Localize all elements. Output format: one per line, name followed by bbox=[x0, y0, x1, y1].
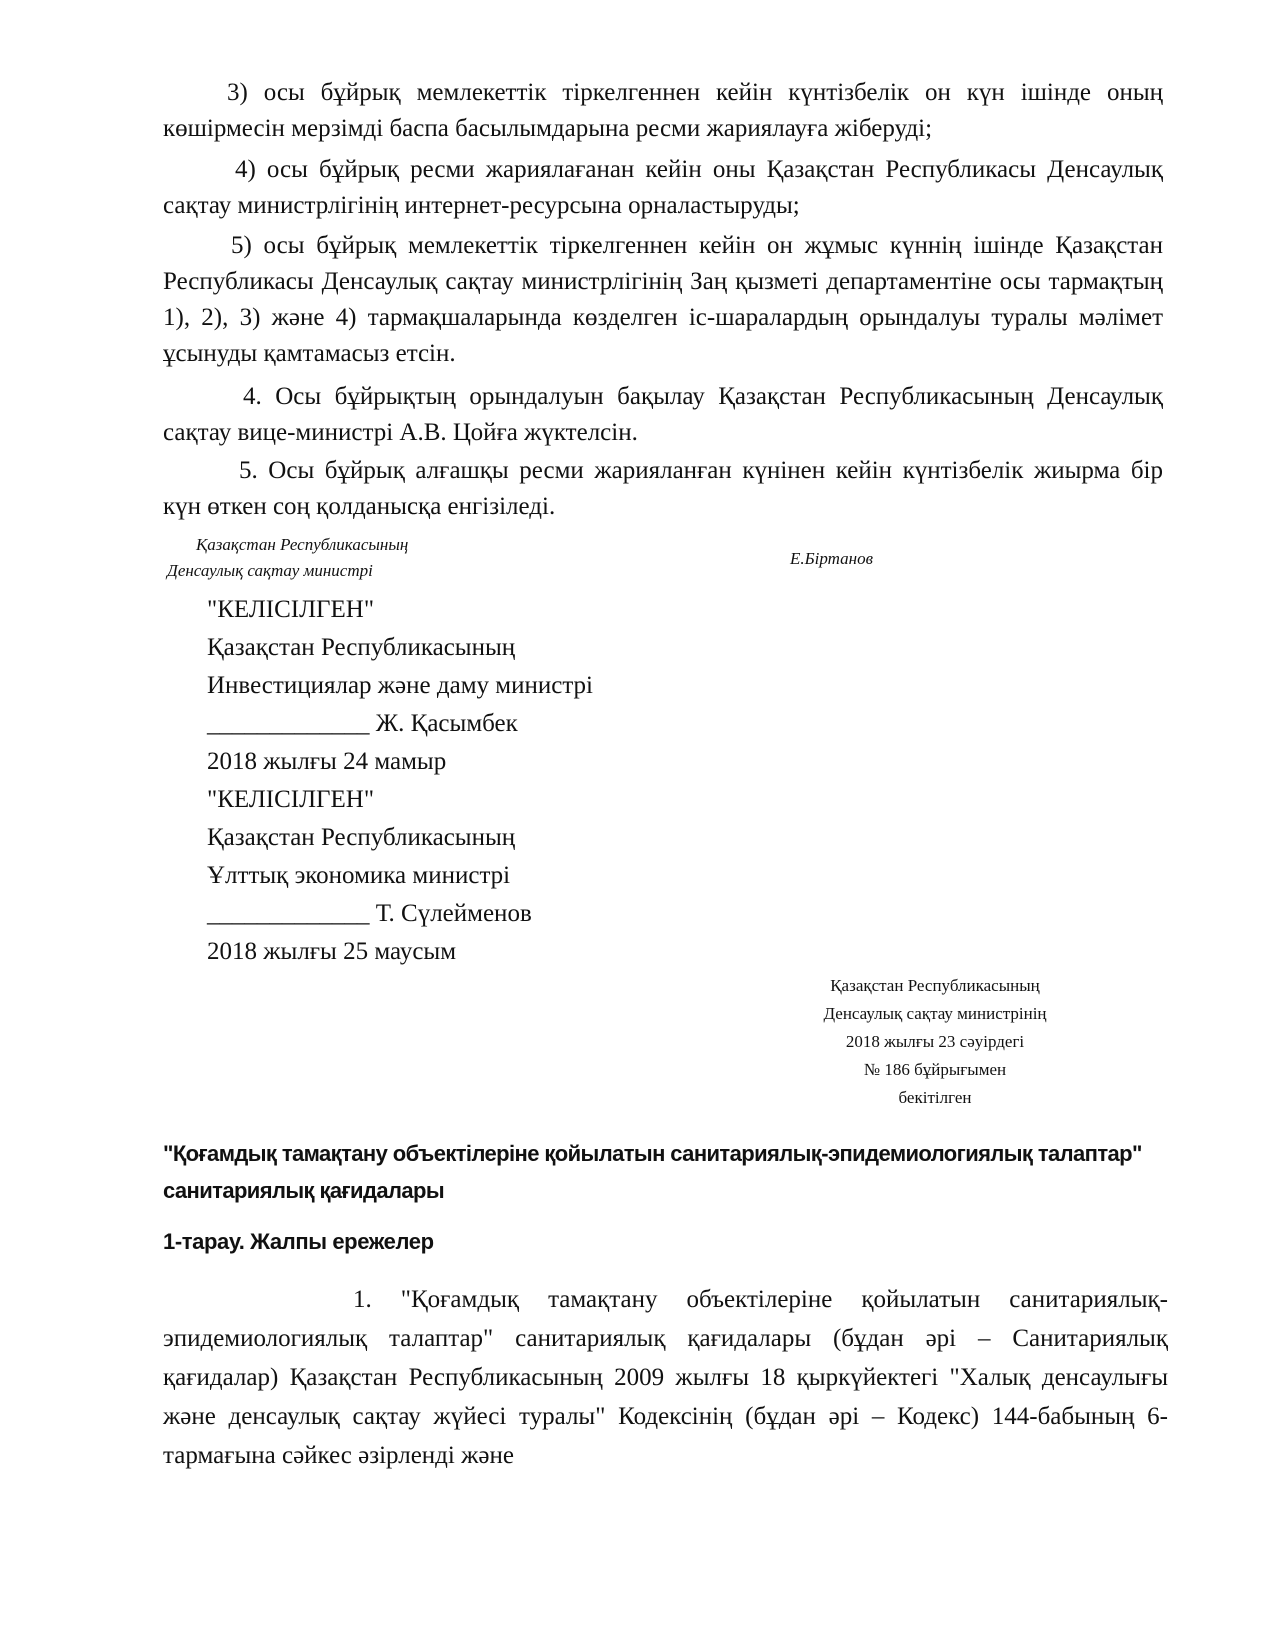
agreement-position: Ұлттық экономика министрі bbox=[207, 862, 511, 889]
agreement-date: 2018 жылғы 25 маусым bbox=[207, 938, 457, 965]
agreement-position: Инвестициялар және даму министрі bbox=[207, 672, 593, 699]
agreement-header: "КЕЛІСІЛГЕН" bbox=[207, 596, 375, 623]
paragraph-sub-item-3: 3) осы бұйрық мемлекеттік тіркелгеннен кейін күнтізбелік он күн ішінде оның көшірмесін мерзімді баспа басылымдарына ресми жариялауға жіберуді; bbox=[163, 79, 1163, 142]
approval-line: № 186 бұйрығымен bbox=[863, 1060, 1007, 1079]
paragraph-sub-item-4: 4) осы бұйрық ресми жариялағанан кейін оны Қазақстан Республикасы Денсаулық сақтау министрлігінің интернет-ресурсына орналастыруды; bbox=[163, 156, 1163, 219]
rules-title: "Қоғамдық тамақтану объектілеріне қойылатын санитариялық-эпидемиологиялық талаптар" санитариялық қағидалары bbox=[163, 1141, 1142, 1203]
signature-org: Қазақстан Республикасының bbox=[196, 535, 409, 554]
approval-stamp-block bbox=[765, 972, 1105, 1112]
approval-line: Денсаулық сақтау министрінің bbox=[823, 1004, 1047, 1023]
paragraph-sub-item-5: 5) осы бұйрық мемлекеттік тіркелгеннен кейін он жұмыс күннің ішінде Қазақстан Республикасы Денсаулық сақтау министрлігінің Заң қызметі департаментіне осы тармақтың 1), 2), 3) және 4) тармақшаларында көзделген іс-шаралардың орындалуы туралы мәлімет ұсынуды қамтамасыз етсін. bbox=[163, 232, 1163, 367]
approval-line: 2018 жылғы 23 сәуірдегі bbox=[845, 1032, 1025, 1051]
agreement-org: Қазақстан Республикасының bbox=[207, 634, 516, 661]
agreement-signer: _____________ Т. Сүлейменов bbox=[207, 900, 532, 927]
approval-line: Қазақстан Республикасының bbox=[830, 976, 1040, 995]
agreement-signer: _____________ Ж. Қасымбек bbox=[207, 710, 518, 737]
paragraph-item-5: 5. Осы бұйрық алғашқы ресми жарияланған күнінен кейін күнтізбелік жиырма бір күн өткен соң қолданысқа енгізіледі. bbox=[163, 457, 1163, 520]
agreement-header: "КЕЛІСІЛГЕН" bbox=[207, 786, 375, 813]
agreement-block bbox=[207, 591, 593, 971]
chapter-heading: 1-тарау. Жалпы ережелер bbox=[163, 1229, 434, 1254]
agreement-date: 2018 жылғы 24 мамыр bbox=[207, 748, 447, 775]
agreement-org: Қазақстан Республикасының bbox=[207, 824, 516, 851]
signature-position: Денсаулық сақтау министрі bbox=[167, 561, 373, 580]
paragraph-item-4: 4. Осы бұйрықтың орындалуын бақылау Қазақстан Республикасының Денсаулық сақтау вице-министрі А.В. Цойға жүктелсін. bbox=[163, 383, 1163, 446]
signature-name: Е.Біртанов bbox=[790, 549, 873, 568]
rules-paragraph-1: 1. "Қоғамдық тамақтану объектілеріне қойылатын санитариялық-эпидемиологиялық талаптар" санитариялық қағидалары (бұдан әрі – Санитариялық қағидалар) Қазақстан Республикасының 2009 жылғы 18 қыркүйектегі "Халық денсаулығы және денсаулық сақтау жүйесі туралы" Кодексінің (бұдан әрі – Кодекс) 144-бабының 6-тармағына сәйкес әзірленді және bbox=[163, 1286, 1168, 1469]
approval-line: бекітілген bbox=[898, 1088, 972, 1107]
